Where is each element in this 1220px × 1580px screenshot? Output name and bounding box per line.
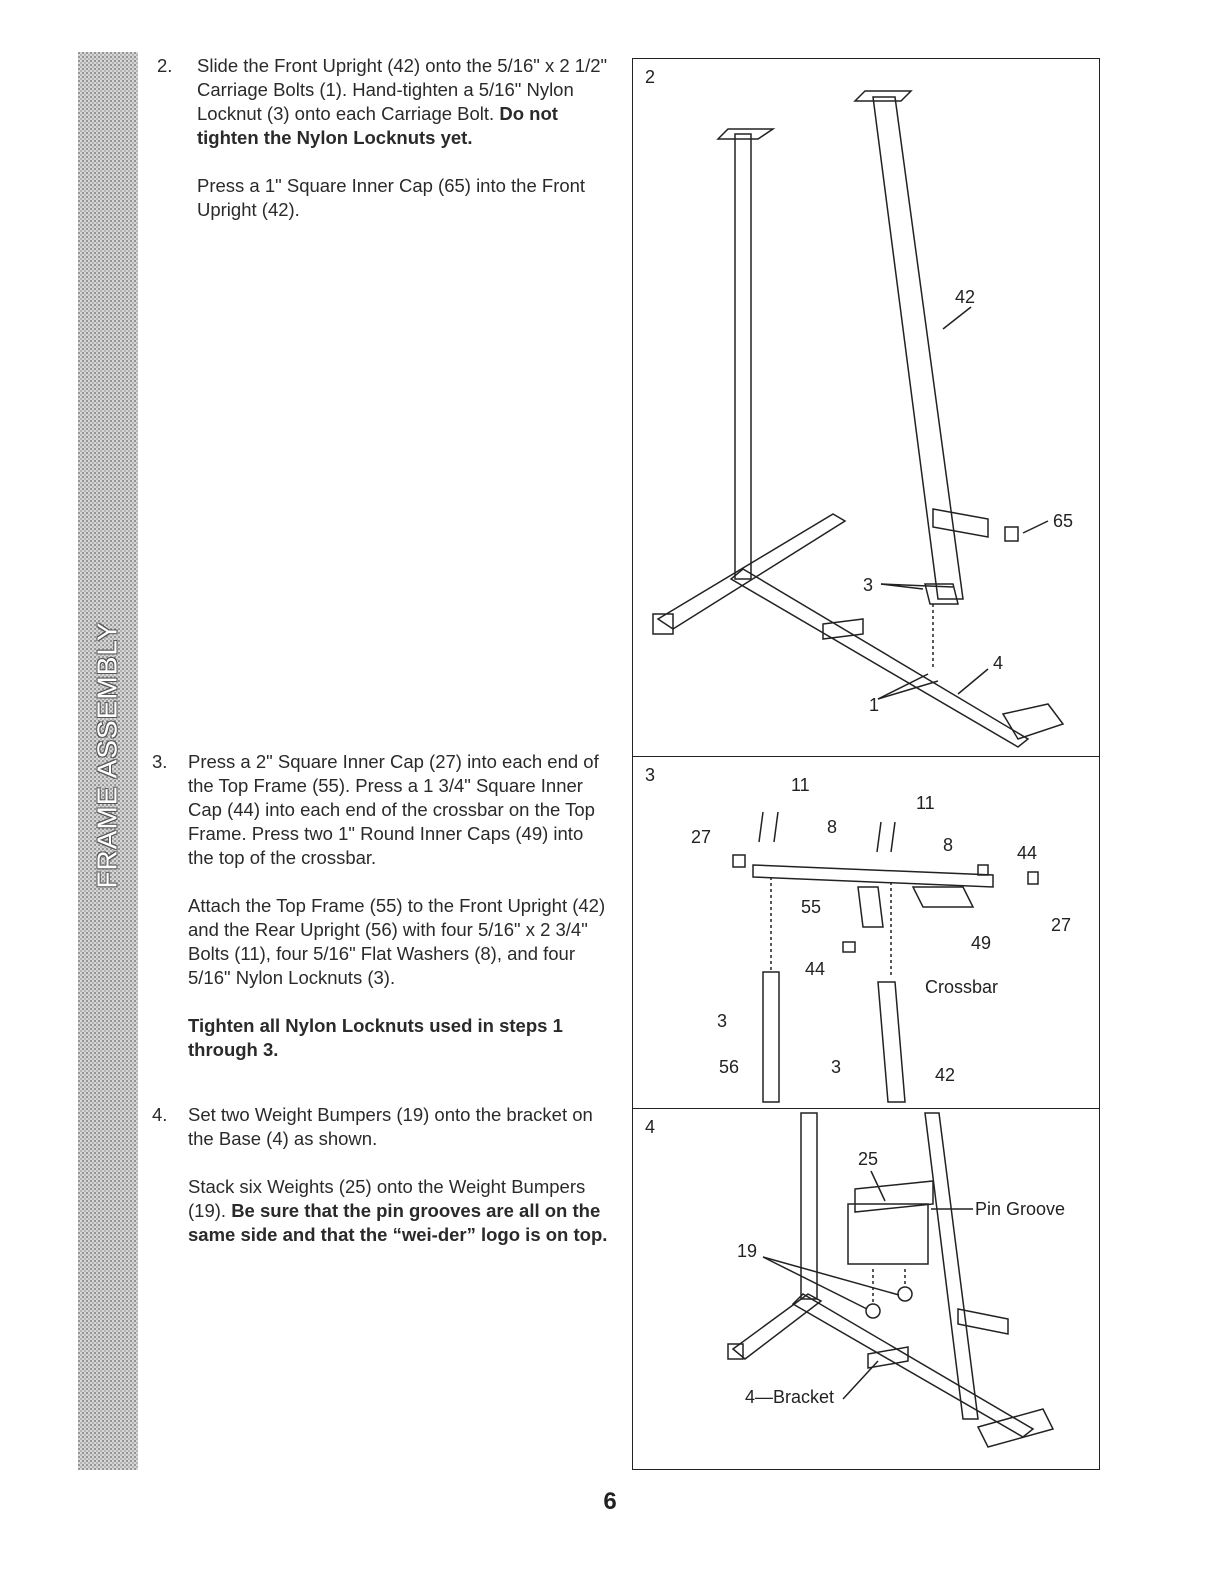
callout-crossbar: Crossbar xyxy=(925,977,999,997)
callout-pin-groove: Pin Groove xyxy=(975,1199,1066,1219)
front-upright xyxy=(873,97,963,599)
callout-19: 19 xyxy=(737,1241,758,1261)
callout-49: 49 xyxy=(971,933,992,953)
pulley-assembly xyxy=(858,887,883,927)
callout-11: 11 xyxy=(791,775,810,795)
base-cap-left xyxy=(653,614,673,634)
leader-42 xyxy=(943,307,971,329)
callout-3: 3 xyxy=(863,575,874,595)
callout-44: 44 xyxy=(1017,843,1038,863)
callout-8: 8 xyxy=(943,835,954,855)
callout-11: 11 xyxy=(916,793,935,813)
page-number: 6 xyxy=(603,1488,617,1515)
callout-42: 42 xyxy=(955,287,976,307)
figure-4 xyxy=(632,1108,1100,1470)
figure-2-drawing xyxy=(633,59,1101,759)
callout-42: 42 xyxy=(935,1065,956,1085)
figure-number: 3 xyxy=(645,765,656,785)
step-2-text: Slide the Front Upright (42) onto the 5/16" x 2 1/2" Carriage Bolts (1). Hand-tighten a 5/16" Nylon Locknut (3) onto each Carriage Bolt. xyxy=(197,55,608,124)
bolt-11b-1 xyxy=(877,822,881,852)
base-crossbar xyxy=(733,1294,821,1359)
callout-27: 27 xyxy=(691,827,712,847)
front-upright-42 xyxy=(878,982,905,1102)
callout-1: 1 xyxy=(869,695,880,715)
callout-55: 55 xyxy=(801,897,822,917)
step-3 xyxy=(152,750,608,1086)
step-text xyxy=(188,1175,608,1247)
callout-65: 65 xyxy=(1053,511,1074,531)
callout-27: 27 xyxy=(1051,915,1072,935)
callout-56: 56 xyxy=(719,1057,740,1077)
bolt-11b-2 xyxy=(891,822,895,852)
bolt-11a-1 xyxy=(759,812,763,842)
step-3-attach-text: Attach the Top Frame (55) to the Front Upright (42) and the Rear Upright (56) with four 5/16" x 2 3/4" Bolts (11), four 5/16" Flat Washers (8), and four 5/16" Nylon Locknuts (3). xyxy=(188,895,606,988)
callout-44: 44 xyxy=(805,959,826,979)
step-text xyxy=(197,54,617,150)
front-upright xyxy=(925,1113,978,1419)
step-4-warning: Be sure that the pin grooves are all on the same side and that the “wei-der” logo is on top. xyxy=(188,1200,608,1245)
base-rail xyxy=(731,569,1028,747)
leader-bracket xyxy=(843,1361,878,1399)
leader-65 xyxy=(1023,521,1048,533)
figure-2 xyxy=(632,58,1100,758)
step-2 xyxy=(157,54,617,246)
bolt-11a-2 xyxy=(774,812,778,842)
leader-19b xyxy=(763,1257,899,1295)
cap-27-right xyxy=(1028,872,1038,884)
callout-25: 25 xyxy=(858,1149,879,1169)
weight-stack xyxy=(848,1204,928,1264)
rear-upright-56 xyxy=(763,972,779,1102)
step-number: 2. xyxy=(157,55,173,76)
figure-number: 4 xyxy=(645,1117,656,1137)
cap-65 xyxy=(1005,527,1018,541)
front-crossbar xyxy=(933,509,988,537)
bumper-left xyxy=(866,1304,880,1318)
foot-plate xyxy=(978,1409,1053,1447)
step-4-bumpers-text: Set two Weight Bumpers (19) onto the bracket on the Base (4) as shown. xyxy=(188,1104,593,1149)
step-2-cap-text: Press a 1" Square Inner Cap (65) into the Front Upright (42). xyxy=(197,175,586,220)
top-weight xyxy=(855,1181,933,1212)
leader-4 xyxy=(958,669,988,694)
figure-3-drawing xyxy=(633,757,1101,1111)
cap-44-right xyxy=(978,865,988,875)
figure-number: 2 xyxy=(645,67,656,87)
sidebar-title-text: FRAME ASSEMBLY xyxy=(92,621,124,889)
step-4 xyxy=(152,1103,608,1271)
step-4-weights-text: Stack six Weights (25) onto the Weight Bumpers (19). xyxy=(188,1176,586,1221)
top-frame xyxy=(753,865,993,887)
sidebar-title xyxy=(78,620,138,890)
step-3-caps-text: Press a 2" Square Inner Cap (27) into each end of the Top Frame (55). Press a 1 3/4" Square Inner Cap (44) into each end of the crossbar on the Top Frame. Press two 1" Round Inner Caps (49) into the top of the crossbar. xyxy=(188,751,599,868)
rear-upright xyxy=(735,134,751,579)
step-2-warning: Do not tighten the Nylon Locknuts yet. xyxy=(197,103,558,148)
front-upright-plate xyxy=(855,91,911,101)
foot-plate xyxy=(1003,704,1063,739)
callout-4: 4 xyxy=(993,653,1004,673)
figure-4-drawing xyxy=(633,1109,1101,1471)
figure-3 xyxy=(632,756,1100,1110)
callout-bracket: 4—Bracket xyxy=(745,1387,835,1407)
base-rail xyxy=(793,1294,1033,1437)
callout-8: 8 xyxy=(827,817,838,837)
crossbar xyxy=(913,887,973,907)
callout-3: 3 xyxy=(717,1011,728,1031)
step-number: 4. xyxy=(152,1104,168,1125)
cap-27-left xyxy=(733,855,745,867)
bumper-right xyxy=(898,1287,912,1301)
callout-3: 3 xyxy=(831,1057,842,1077)
step-number: 3. xyxy=(152,751,168,772)
cap-44-left xyxy=(843,942,855,952)
step-3-tighten-text: Tighten all Nylon Locknuts used in steps 1 through 3. xyxy=(188,1015,563,1060)
